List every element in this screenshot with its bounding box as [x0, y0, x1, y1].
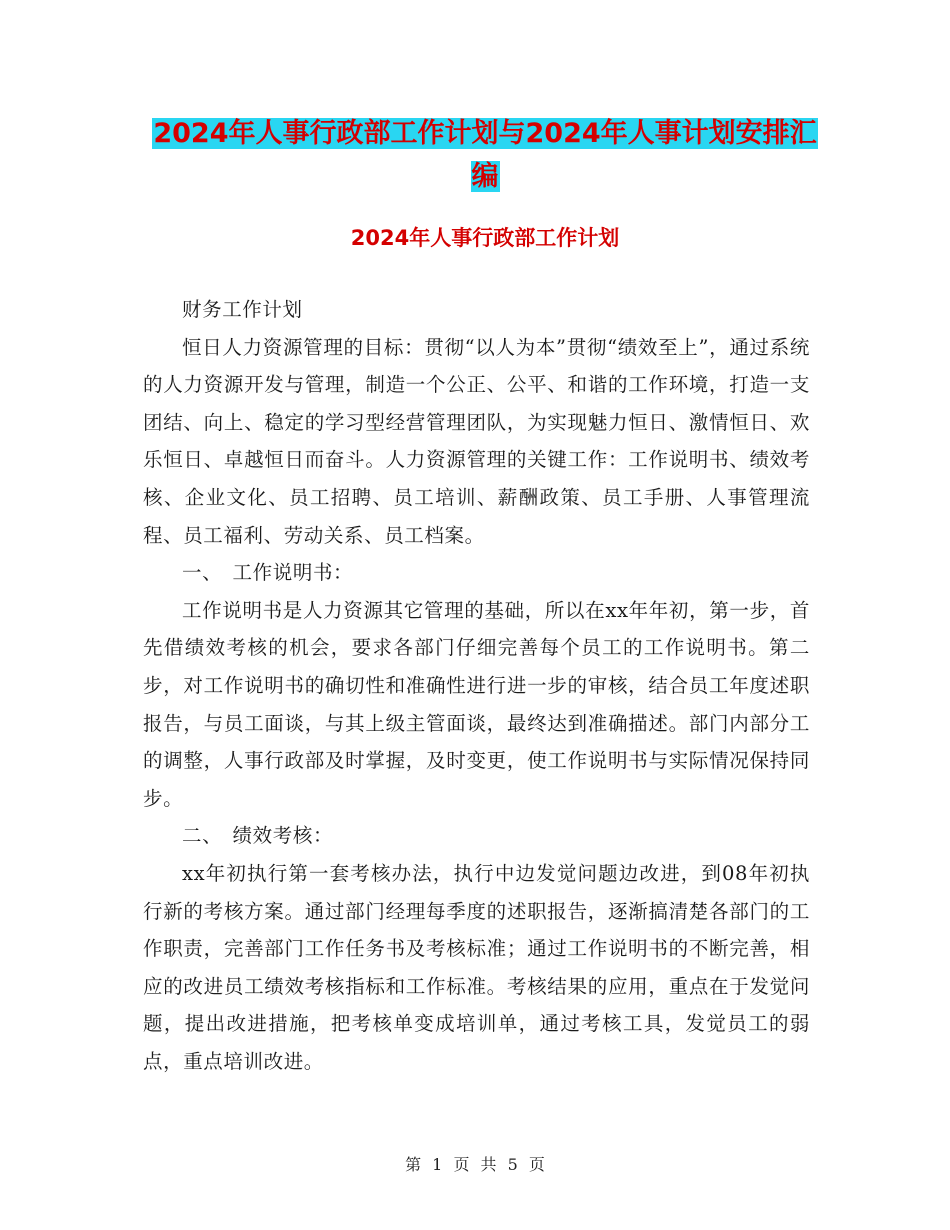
document-title — [140, 112, 830, 198]
page-footer: 第 1 页 共 5 页 — [405, 1155, 545, 1174]
document-body — [143, 291, 810, 1080]
section-title: 2024年人事行政部工作计划 — [350, 226, 620, 250]
paragraph-heading-performance: 二、 绩效考核： — [182, 824, 334, 848]
paragraph-performance: xx年初执行第一套考核办法，执行中边发觉问题边改进，到08年初执行新的考核方案。通过部门经理每季度的述职报告，逐渐搞清楚各部门的工作职责，完善部门工作任务书及考核标准；通过工作说明书的不断完善，相应的改进员工绩效考核指标和工作标准。考核结果的应用，重点在于发觉问题，提出改进措施，把考核单变成培训单，通过考核工具，发觉员工的弱点，重点培训改进。 — [143, 861, 810, 1073]
title-line-2: 编 — [471, 161, 499, 192]
paragraph-job-description: 工作说明书是人力资源其它管理的基础，所以在xx年年初，第一步，首先借绩效考核的机会，要求各部门仔细完善每个员工的工作说明书。第二步，对工作说明书的确切性和准确性进行进一步的审核，结合员工年度述职报告，与员工面谈，与其上级主管面谈，最终达到准确描述。部门内部分工的调整，人事行政部及时掌握，及时变更，使工作说明书与实际情况保持同步。 — [143, 598, 810, 810]
paragraph-hr-goals: 恒日人力资源管理的目标：贯彻“以人为本”贯彻“绩效至上”，通过系统的人力资源开发与管理，制造一个公正、公平、和谐的工作环境，打造一支团结、向上、稳定的学习型经营管理团队，为实现魅力恒日、激情恒日、欢乐恒日、卓越恒日而奋斗。人力资源管理的关键工作：工作说明书、绩效考核、企业文化、员工招聘、员工培训、薪酬政策、员工手册、人事管理流程、员工福利、劳动关系、员工档案。 — [143, 335, 810, 547]
paragraph-heading-finance: 财务工作计划 — [182, 298, 303, 321]
title-line-1: 2024年人事行政部工作计划与2024年人事计划安排汇 — [153, 118, 817, 149]
paragraph-heading-job-description: 一、 工作说明书： — [182, 561, 354, 585]
